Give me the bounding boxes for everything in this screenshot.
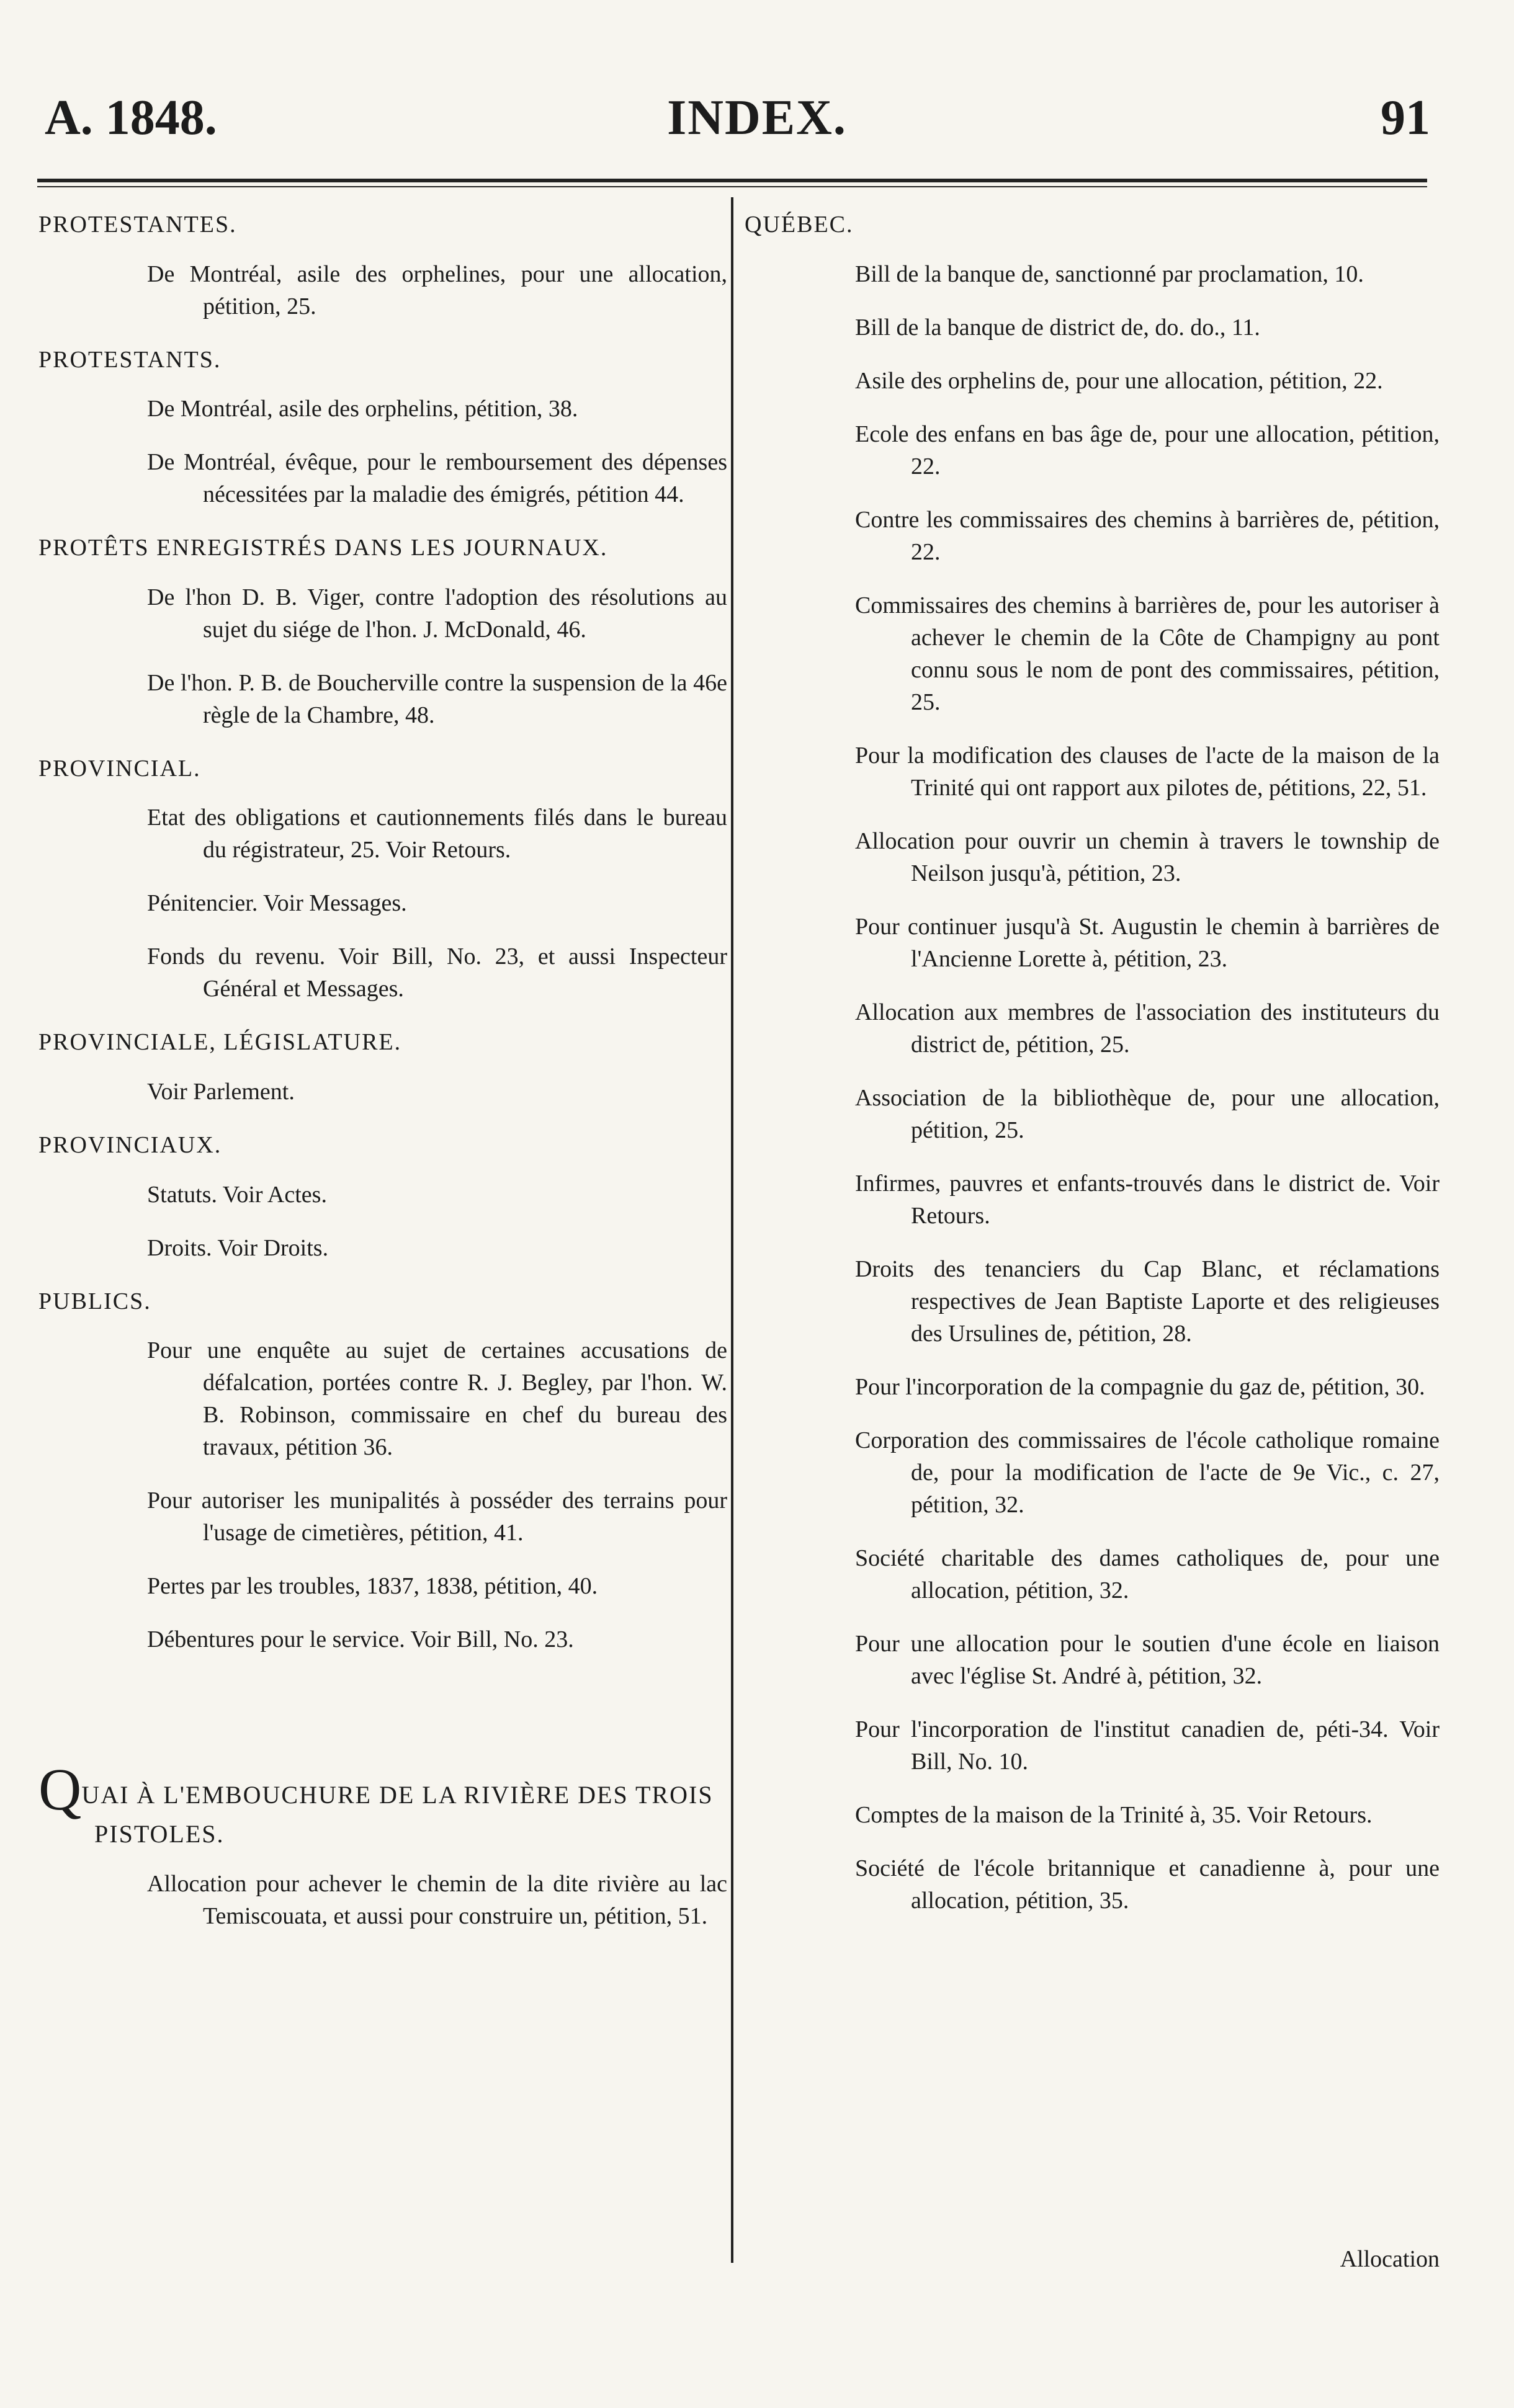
index-entry: Statuts. Voir Actes. — [147, 1181, 327, 1208]
index-section — [38, 346, 727, 511]
index-entry: Etat des obligations et cautionnements filés dans le bureau du régistrateur, 25. Voir Retours. — [147, 805, 727, 863]
index-entry: De Montréal, évêque, pour le remboursement des dépenses nécessitées par la maladie des émigrés, pétition 44. — [147, 449, 727, 508]
section-heading: PROTESTANTES. — [38, 212, 237, 238]
index-entry: Association de la bibliothèque de, pour une allocation, pétition, 25. — [855, 1084, 1440, 1143]
index-entry: Débentures pour le service. Voir Bill, No. 23. — [147, 1626, 574, 1653]
right-column — [745, 211, 1440, 1938]
column-divider — [731, 197, 733, 2263]
section-heading: PROVINCIAL. — [38, 755, 201, 782]
header-rule-thin — [37, 186, 1427, 187]
index-entry: Pour continuer jusqu'à St. Augustin le chemin à barrières de l'Ancienne Lorette à, pétition, 23. — [855, 913, 1440, 972]
index-section — [38, 1288, 727, 1656]
index-entry: De Montréal, asile des orphelines, pour une allocation, pétition, 25. — [147, 261, 727, 319]
index-entry: Bill de la banque de, sanctionné par proclamation, 10. — [855, 261, 1364, 287]
index-section — [38, 1028, 727, 1108]
section-heading: PROTESTANTS. — [38, 346, 222, 373]
index-section — [38, 211, 727, 323]
quebec-heading: QUÉBEC. — [745, 212, 854, 238]
index-entry: Voir Parlement. — [147, 1078, 295, 1105]
index-entry: De l'hon D. B. Viger, contre l'adoption des résolutions au sujet du siége de l'hon. J. McDonald, 46. — [147, 584, 727, 643]
drop-cap: Q — [38, 1756, 82, 1823]
index-entry: De l'hon. P. B. de Boucherville contre la suspension de la 46e règle de la Chambre, 48. — [147, 669, 727, 728]
index-entry: Pénitencier. Voir Messages. — [147, 890, 407, 917]
index-entry: Droits. Voir Droits. — [147, 1234, 329, 1261]
index-entry: Pour une allocation pour le soutien d'une école en liaison avec l'église St. André à, pétition, 32. — [855, 1630, 1440, 1689]
catchword: Allocation — [1340, 2246, 1440, 2272]
index-entry: Pour autoriser les munipalités à posséder des terrains pour l'usage de cimetières, pétition, 41. — [147, 1487, 727, 1546]
index-entry: Asile des orphelins de, pour une allocation, pétition, 22. — [855, 367, 1383, 394]
index-entry: De Montréal, asile des orphelins, pétition, 38. — [147, 396, 578, 422]
index-entry: Pour l'incorporation de la compagnie du gaz de, pétition, 30. — [855, 1373, 1425, 1400]
column-gap — [38, 1679, 727, 1760]
quai-heading — [38, 1756, 727, 1849]
index-section — [38, 1131, 727, 1264]
index-entry: Ecole des enfans en bas âge de, pour une allocation, pétition, 22. — [855, 421, 1440, 479]
index-entry: Allocation pour achever le chemin de la dite rivière au lac Temiscouata, et aussi pour construire un, pétition, 51. — [147, 1871, 727, 1930]
index-entry: Pour la modification des clauses de l'acte de la maison de la Trinité qui ont rapport aux pilotes de, pétitions, 22, 51. — [855, 742, 1440, 801]
index-entry: Comptes de la maison de la Trinité à, 35. Voir Retours. — [855, 1801, 1373, 1828]
index-entry: Allocation aux membres de l'association des instituteurs du district de, pétition, 25. — [855, 999, 1440, 1058]
quai-heading-text: UAI À L'EMBOUCHURE DE LA RIVIÈRE DES TROIS PISTOLES. — [81, 1781, 714, 1848]
header-title: INDEX. — [667, 91, 847, 145]
section-heading: PUBLICS. — [38, 1288, 151, 1314]
index-section — [38, 534, 727, 731]
header-year: A. 1848. — [45, 91, 217, 145]
index-entry: Droits des tenanciers du Cap Blanc, et réclamations respectives de Jean Baptiste Laporte et des religieuses des Ursulines de, pétition, 28. — [855, 1255, 1440, 1347]
index-section — [38, 755, 727, 1006]
index-entry: Pertes par les troubles, 1837, 1838, pétition, 40. — [147, 1573, 598, 1600]
index-entry: Contre les commissaires des chemins à barrières de, pétition, 22. — [855, 506, 1440, 565]
index-entry: Pour une enquête au sujet de certaines accusations de défalcation, portées contre R. J. Begley, par l'hon. W. B. Robinson, commissaire en chef du bureau des travaux, pétition 36. — [147, 1337, 727, 1461]
index-entry: Allocation pour ouvrir un chemin à travers le township de Neilson jusqu'à, pétition, 23. — [855, 827, 1440, 886]
index-entry: Commissaires des chemins à barrières de, pour les autoriser à achever le chemin de la Côte de Champigny au pont connu sous le nom de pont des commissaires, pétition, 25. — [855, 592, 1440, 715]
left-column — [38, 211, 727, 1956]
section-heading: PROVINCIAUX. — [38, 1131, 222, 1158]
header-page-number: 91 — [1381, 91, 1430, 145]
index-entry: Corporation des commissaires de l'école catholique romaine de, pour la modification de l'acte de 9e Vic., c. 27, pétition, 32. — [855, 1427, 1440, 1518]
header-rule-thick — [37, 179, 1427, 182]
index-entry: Bill de la banque de district de, do. do., 11. — [855, 314, 1260, 341]
index-entry: Société charitable des dames catholiques de, pour une allocation, pétition, 32. — [855, 1545, 1440, 1603]
section-heading: PROTÊTS ENREGISTRÉS DANS LES JOURNAUX. — [38, 535, 608, 561]
index-entry: Pour l'incorporation de l'institut canadien de, péti-34. Voir Bill, No. 10. — [855, 1716, 1440, 1775]
section-heading: PROVINCIALE, LÉGISLATURE. — [38, 1029, 402, 1056]
index-entry: Infirmes, pauvres et enfants-trouvés dans le district de. Voir Retours. — [855, 1170, 1440, 1229]
index-entry: Fonds du revenu. Voir Bill, No. 23, et aussi Inspecteur Général et Messages. — [147, 943, 727, 1002]
index-entry: Société de l'école britannique et canadienne à, pour une allocation, pétition, 35. — [855, 1855, 1440, 1914]
quai-section — [38, 1756, 727, 1932]
